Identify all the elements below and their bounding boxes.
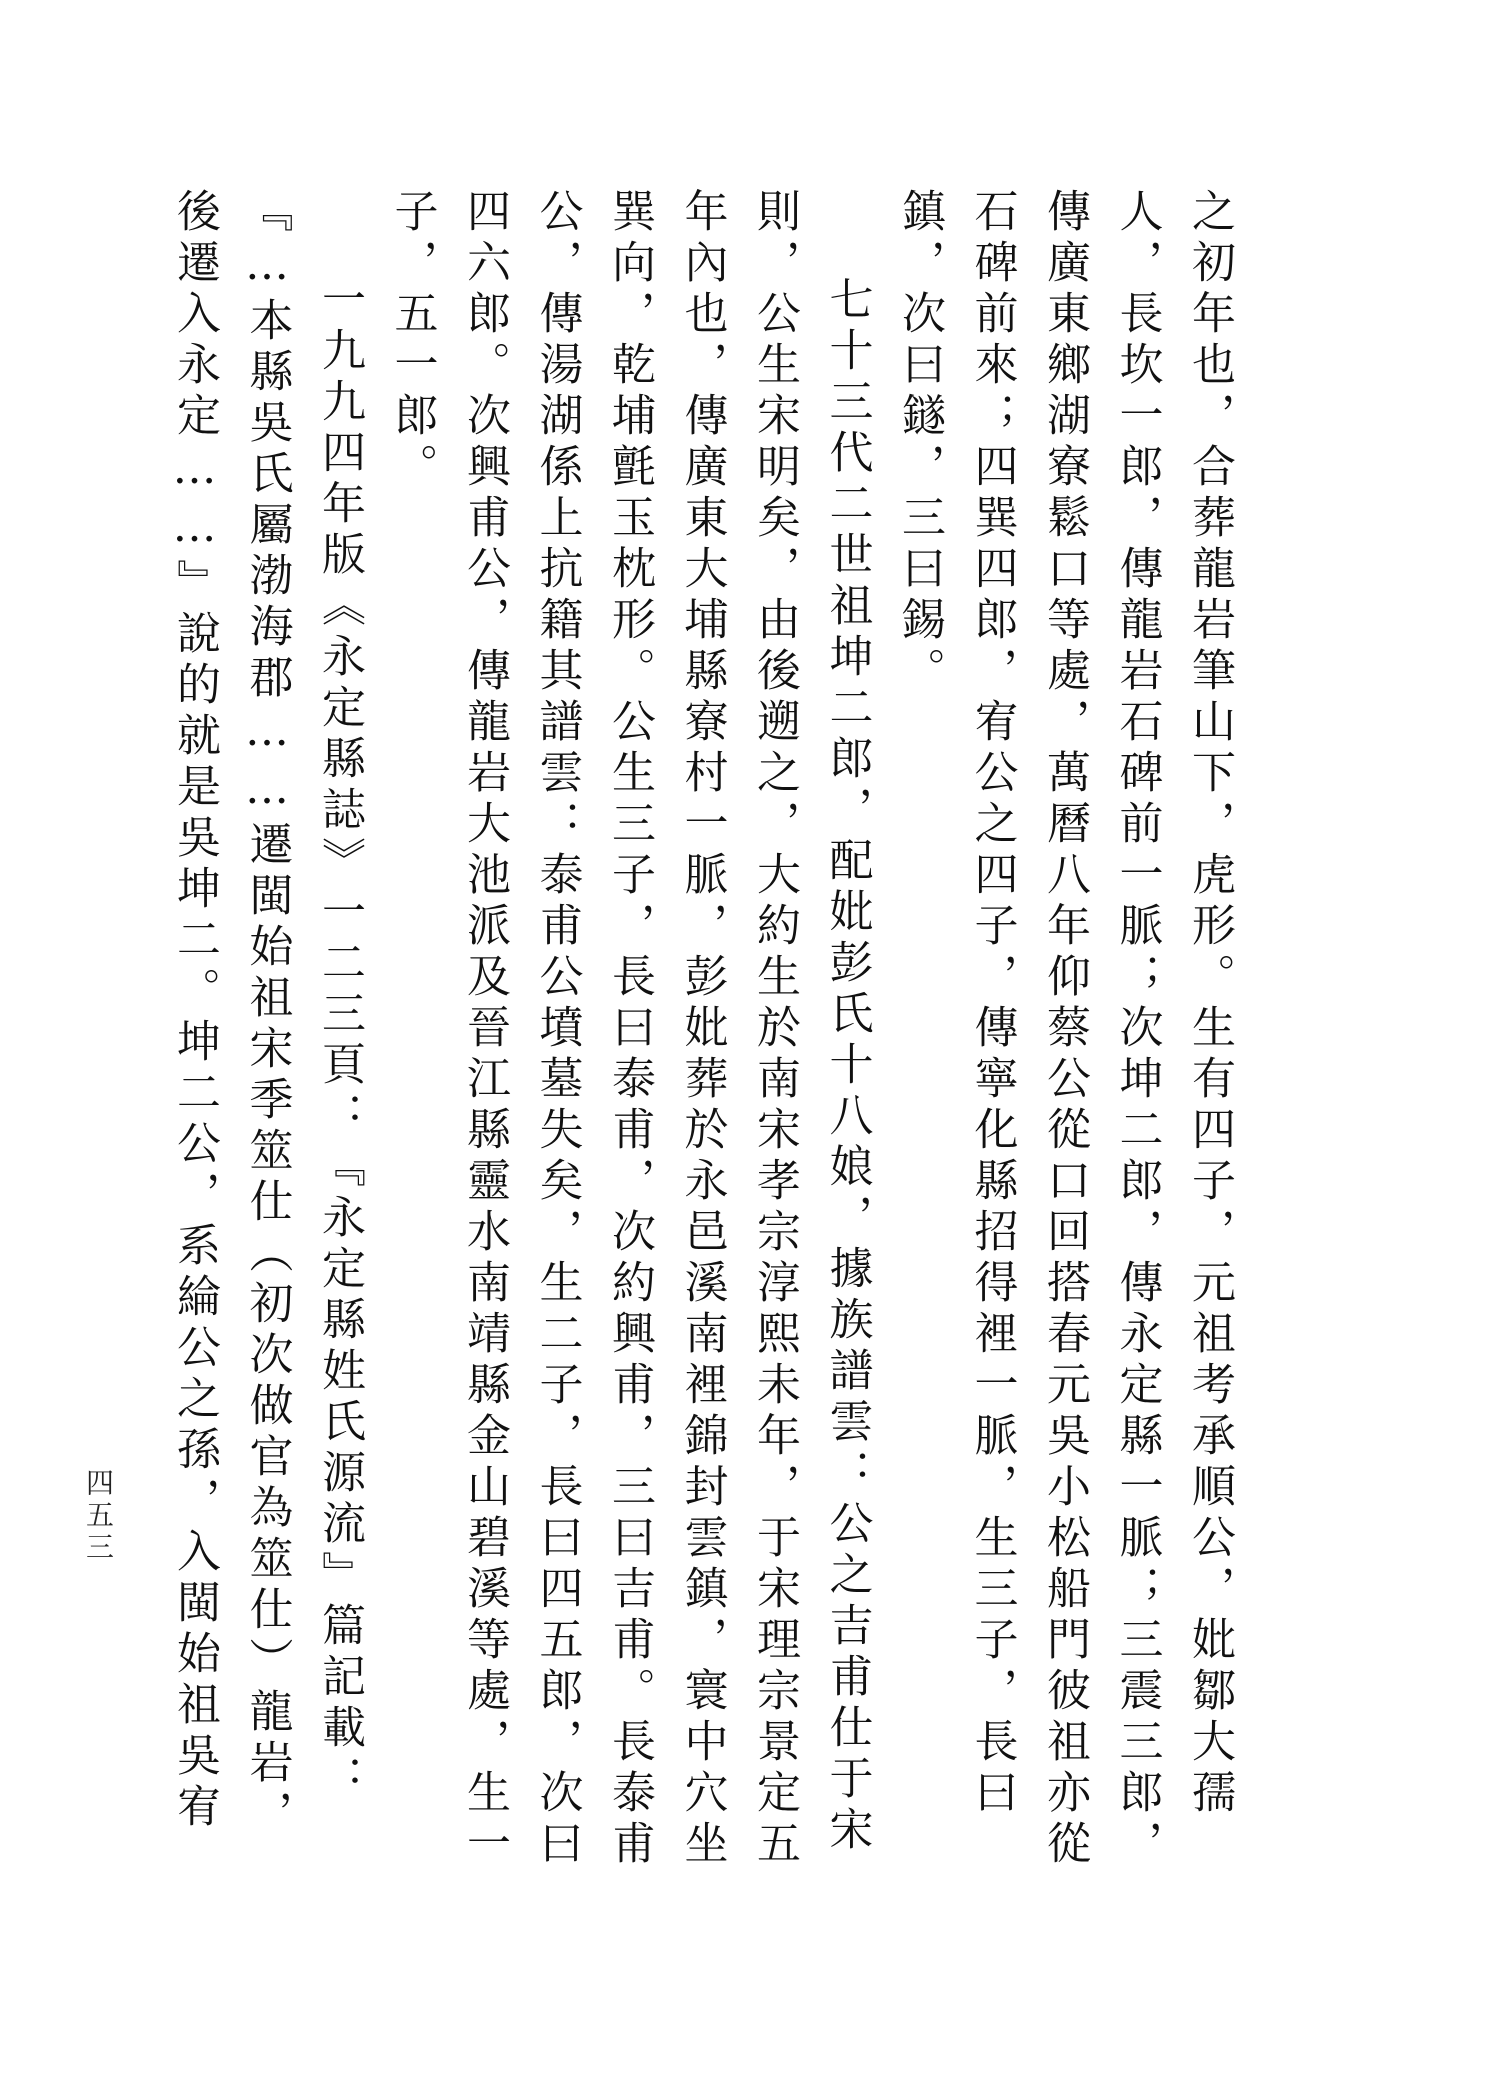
paragraph-3: 一九九四年版《永定縣誌》一二三頁：『永定縣姓氏源流』篇記載：『…本縣吳氏屬渤海郡……遷閩始祖宋季筮仕（初次做官為筮仕）龍岩，後遷入永定……』說的就是吳坤二。坤二公，系綸公之孫，入閩始祖吳宥 [169,188,365,1841]
paragraph-2: 七十三代二世祖坤二郎，配妣彭氏十八娘，據族譜雲：公之吉甫仕于宋則，公生宋明矣，由後遡之，大約生於南宋孝宗淳熙未年，于宋理宗景定五年內也，傳廣東大埔縣寮村一脈，彭妣葬於永邑溪南裡錦封雲鎮，寰中穴坐巽向，乾埔氈玉枕形。公生三子，長曰泰甫，次約興甫，三曰吉甫。長泰甫公，傳湯湖係上抗籍其譜雲：泰甫公墳墓失矣，生二子，長曰四五郎，次曰四六郎。次興甫公，傳龍岩大池派及晉江縣靈水南靖縣金山碧溪等處，生一子，五一郎。 [386,188,873,1871]
page-number: 四五三 [82,1468,115,1564]
paragraph-1: 之初年也，合葬龍岩筆山下，虎形。生有四子，元祖考承順公，妣鄒大孺人，長坎一郎，傳龍岩石碑前一脈；次坤二郎，傳永定縣一脈；三震三郎，傳廣東鄉湖寮鬆口等處，萬曆八年仰蔡公從口回搭春元吳小松船門彼祖亦從石碑前來；四巽四郎，宥公之四子，傳寧化縣招得裡一脈，生三子，長曰鎮，次曰鐩，三曰錫。 [894,188,1235,1871]
vertical-text-body [150,188,1245,1888]
